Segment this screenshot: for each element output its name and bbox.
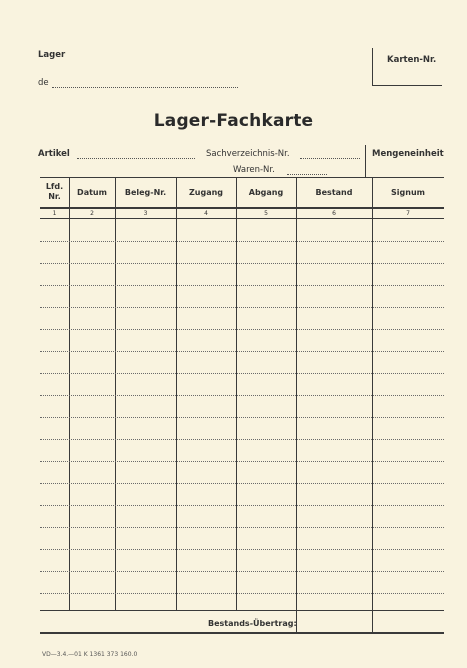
de-label: de <box>38 78 49 88</box>
mengeneinheit-label: Mengeneinheit <box>372 149 444 159</box>
col-header-bestand: Bestand <box>315 188 353 197</box>
col-header-lfd-nr-text: Lfd. Nr. <box>45 182 64 201</box>
col-num-2: 2 <box>90 210 94 217</box>
table-bottom-line <box>40 610 444 611</box>
artikel-field-line[interactable] <box>77 158 195 159</box>
col-header-lfd-nr <box>40 182 69 202</box>
waren-nr-field-line[interactable] <box>287 174 327 175</box>
table-row[interactable] <box>40 505 444 506</box>
table-row[interactable] <box>40 483 444 484</box>
col-header-zugang: Zugang <box>188 188 224 197</box>
table-row[interactable] <box>40 461 444 462</box>
col-header-abgang: Abgang <box>248 188 284 197</box>
table-row[interactable] <box>40 351 444 352</box>
karten-nr-box-bottom <box>372 85 442 86</box>
mengeneinheit-divider <box>365 145 366 177</box>
col-header-datum: Datum <box>77 188 107 197</box>
de-field-line[interactable] <box>52 87 238 88</box>
table-top-line <box>40 177 444 178</box>
col-header-beleg-nr: Beleg-Nr. <box>124 188 167 197</box>
col-num-5: 5 <box>264 210 268 217</box>
sachverzeichnis-field-line[interactable] <box>300 158 360 159</box>
table-footer-line <box>40 632 444 634</box>
col-num-3: 3 <box>143 210 148 217</box>
table-row[interactable] <box>40 241 444 242</box>
table-row[interactable] <box>40 593 444 594</box>
table-row[interactable] <box>40 527 444 528</box>
lager-label: Lager <box>38 50 66 60</box>
table-row[interactable] <box>40 329 444 330</box>
karten-nr-box-left <box>372 48 373 86</box>
col-num-6: 6 <box>332 210 336 217</box>
col-divider-5 <box>296 177 297 633</box>
table-row[interactable] <box>40 263 444 264</box>
table-row[interactable] <box>40 417 444 418</box>
print-code: VD—3.4.—01 K 1361 373 160.0 <box>42 651 138 658</box>
col-num-4: 4 <box>204 210 208 217</box>
table-row[interactable] <box>40 395 444 396</box>
table-header-line <box>40 207 444 209</box>
col-num-1: 1 <box>52 210 57 217</box>
table-row[interactable] <box>40 307 444 308</box>
table-row[interactable] <box>40 439 444 440</box>
form-title: Lager-Fachkarte <box>153 111 314 131</box>
table-row[interactable] <box>40 549 444 550</box>
col-header-signum: Signum <box>391 188 425 197</box>
bestands-uebertrag-label: Bestands-Übertrag: <box>208 619 297 628</box>
table-row[interactable] <box>40 373 444 374</box>
artikel-label: Artikel <box>38 149 70 159</box>
sachverzeichnis-label: Sachverzeichnis-Nr. <box>206 149 290 159</box>
col-divider-6 <box>372 177 373 633</box>
table-row[interactable] <box>40 571 444 572</box>
karten-nr-label: Karten-Nr. <box>387 55 437 65</box>
table-row[interactable] <box>40 285 444 286</box>
waren-nr-label: Waren-Nr. <box>233 165 275 175</box>
col-num-7: 7 <box>406 210 410 217</box>
table-num-line <box>40 218 444 219</box>
